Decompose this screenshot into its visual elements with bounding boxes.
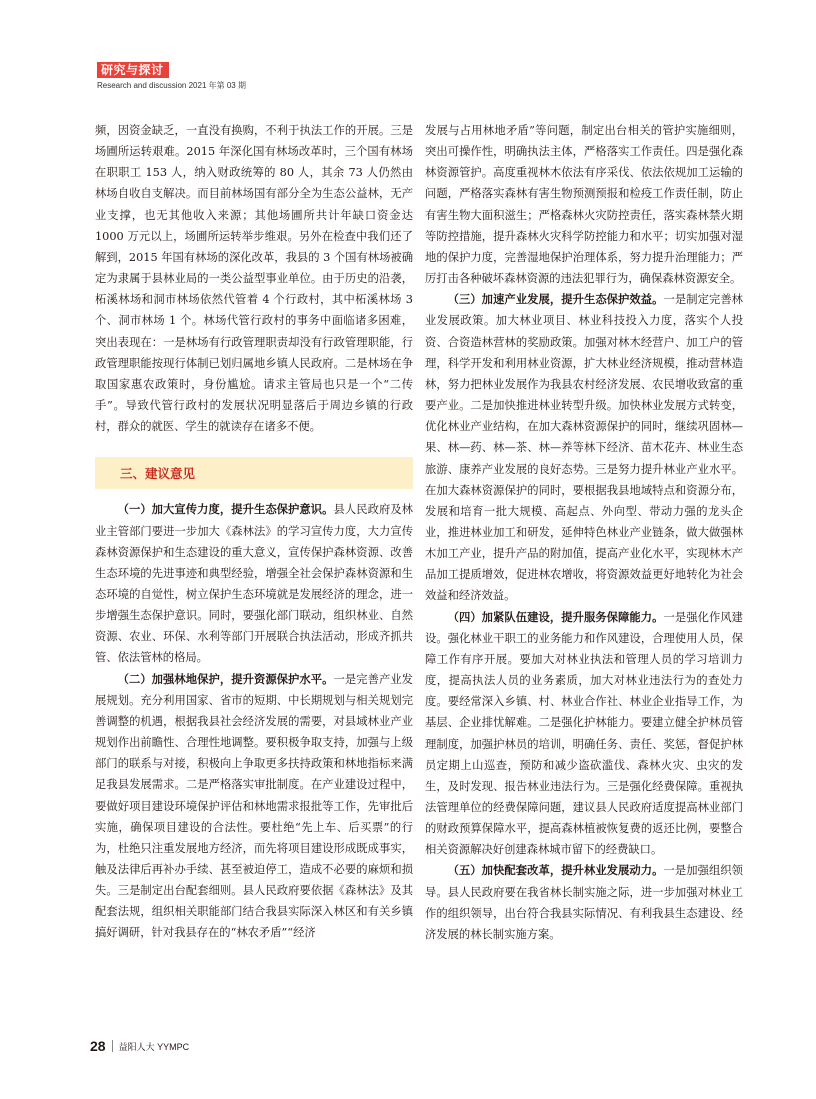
paragraph-s2 [95,669,413,944]
paragraph-s4 [425,607,743,861]
column-tag: 研究与探讨 [97,62,169,78]
magazine-name: 益阳人大 YYMPC [118,1041,190,1052]
subheading-s1: （一）加大宣传力度，提升生态保护意识。 [117,503,334,517]
body-s3: 一是制定完善林业发展政策。加大林业项目、林业科技投入力度，落实个人投资、合资造林营林的奖励政策。加强对林木经营户、加工户的管理，科学开发和利用林业资源，扩大林业经济规模，推动营林造林，努力把林业发展作为我县农村经济发展、农民增收致富的重要产业。二是加快推进林业转型升级。加快林业发展方式转变，优化林业产业结构，在加大森林资源保护的同时，继续巩固林—果、林—药、林—茶、林—养等林下经济、苗木花卉、林业生态旅游、康养产业发展的良好态势。三是努力提升林业产业水平。在加大森林资源保护的同时，要根据我县地域特点和资源分布，发展和培育一批大规模、高起点、外向型、带动力强的龙头企业，推进林业加工和研发，延伸特色林业产业链条，做大做强林木加工产业，提升产品的附加值，提高产业化水平，实现林木产品加工提质增效，促进林农增收，将资源效益更好地转化为社会效益和经济效益。 [425,293,743,603]
body-s1: 县人民政府及林业主管部门要进一步加大《森林法》的学习宣传力度，大力宣传森林资源保护和生态建设的重大意义，宣传保护森林资源、改善生态环境的先进事迹和典型经验，增强全社会保护森林资源和生态环境的自觉性，树立保护生态环境就是发展经济的理念，进一步增强生态保护意识。同时，要强化部门联动，组织林业、自然资源、农业、环保、水利等部门开展联合执法活动，形成齐抓共管、依法管林的格局。 [95,503,413,665]
subheading-s5: （五）加快配套改革，提升林业发展动力。 [447,864,664,878]
subheading-s3: （三）加速产业发展，提升生态保护效益。 [447,293,664,307]
column-subtitle: Research and discussion 2021 年第 03 期 [97,81,246,90]
paragraph-s5 [425,860,743,945]
paragraph-s3 [425,289,743,606]
body-s2: 一是完善产业发展规划。充分利用国家、省市的短期、中长期规划与相关规划完善调整的机遇，根据我县社会经济发展的需要，对县域林业产业规划作出前瞻性、合理性地调整。要积极争取支持，加强与上级部门的联系与对接，积极向上争取更多扶持政策和林地指标来满足我县发展需求。二是严格落实审批制度。在产业建设过程中，要做好项目建设环境保护评估和林地需求报批等工作，先审批后实施，确保项目建设的合法性。要杜绝“先上车、后买票”的行为，杜绝只注重发展地方经济，而先将项目建设形成既成事实，触及法律后再补办手续、甚至被迫停工，造成不必要的麻烦和损失。三是制定出台配套细则。县人民政府要依据《森林法》及其配套法规，组织相关职能部门结合我县实际深入林区和有关乡镇搞好调研，针对我县存在的“林农矛盾”“经济 [95,672,413,940]
left-column [95,120,413,944]
page-number: 28 [90,1038,106,1054]
subheading-s2: （二）加强林地保护，提升资源保护水平。 [117,672,334,686]
section-heading: 三、建议意见 [120,465,196,481]
paragraph-continued: 频，因资金缺乏，一直没有换购，不利于执法工作的开展。三是场圃所运转艰难。2015 年深化国有林场改革时，三个国有林场在职职工 153 人，纳入财政统筹的 80 人，其余 73 人仍然由林场自收自支解决。而目前林场国有部分全为生态公益林，无产业支撑，也无其他收入来源；其他场圃所共计年缺口资金达 1000 万元以上，场圃所运转举步维艰。另外在检查中我们还了解到，2015 年国有林场的深化改革，我县的 3 个国有林场被确定为隶属于县林业局的一类公益型事业单位。由于历史的沿袭，柘溪林场和洞市林场依然代管着 4 个行政村，其中柘溪林场 3 个、洞市林场 1 个。林场代管行政村的事务中面临诸多困难，突出表现在：一是林场有行政管理职责却没有行政管理职能，行政管理职能按现行体制已划归属地乡镇人民政府。二是林场在争取国家惠农政策时，身份尴尬。请求主管局也只是一个“二传手”。导致代管行政村的发展状况明显落后于周边乡镇的行政村，群众的就医、学生的就读存在诸多不便。 [95,124,413,434]
paragraph-continued-right: 发展与占用林地矛盾”等问题，制定出台相关的管护实施细则，突出可操作性，明确执法主体，严格落实工作责任。四是强化森林资源管护。高度重视林木依法有序采伐、依法依规加工运输的问题，严格落实森林有害生物预测预报和检疫工作责任制，防止有害生物大面积滋生；严格森林火灾防控责任，落实森林禁火期等防控措施，提升森林火灾科学防控能力和水平；切实加强对湿地的保护力度，完善湿地保护治理体系，努力提升治理能力；严厉打击各种破坏森林资源的违法犯罪行为，确保森林资源安全。 [425,124,743,286]
paragraph-s1 [95,499,413,668]
footer-divider [112,1040,113,1052]
right-column [425,120,743,945]
body-s4: 一是强化作风建设。强化林业干职工的业务能力和作风建设，合理使用人员，保障工作有序开展。要加大对林业执法和管理人员的学习培训力度，提高执法人员的业务素质，加大对林业违法行为的查处力度。要经常深入乡镇、村、林业合作社、林业企业指导工作，为基层、企业排忧解难。二是强化护林能力。要建立健全护林员管理制度，加强护林员的培训，明确任务、责任、奖惩，督促护林员定期上山巡查，预防和减少盗砍滥伐、森林火灾、虫灾的发生，及时发现、报告林业违法行为。三是强化经费保障。重视执法管理单位的经费保障问题，建议县人民政府适度提高林业部门的财政预算保障水平，提高森林植被恢复费的返还比例，要整合相关资源解决好创建森林城市留下的经费缺口。 [425,610,743,857]
page-footer [90,1038,189,1054]
body-s5: 一是加强组织领导。县人民政府要在我省林长制实施之际，进一步加强对林业工作的组织领导，出台符合我县实际情况、有利我县生态建设、经济发展的林长制实施方案。 [425,864,743,941]
subheading-s4: （四）加紧队伍建设，提升服务保障能力。 [447,610,664,624]
section-heading-box [95,457,413,489]
